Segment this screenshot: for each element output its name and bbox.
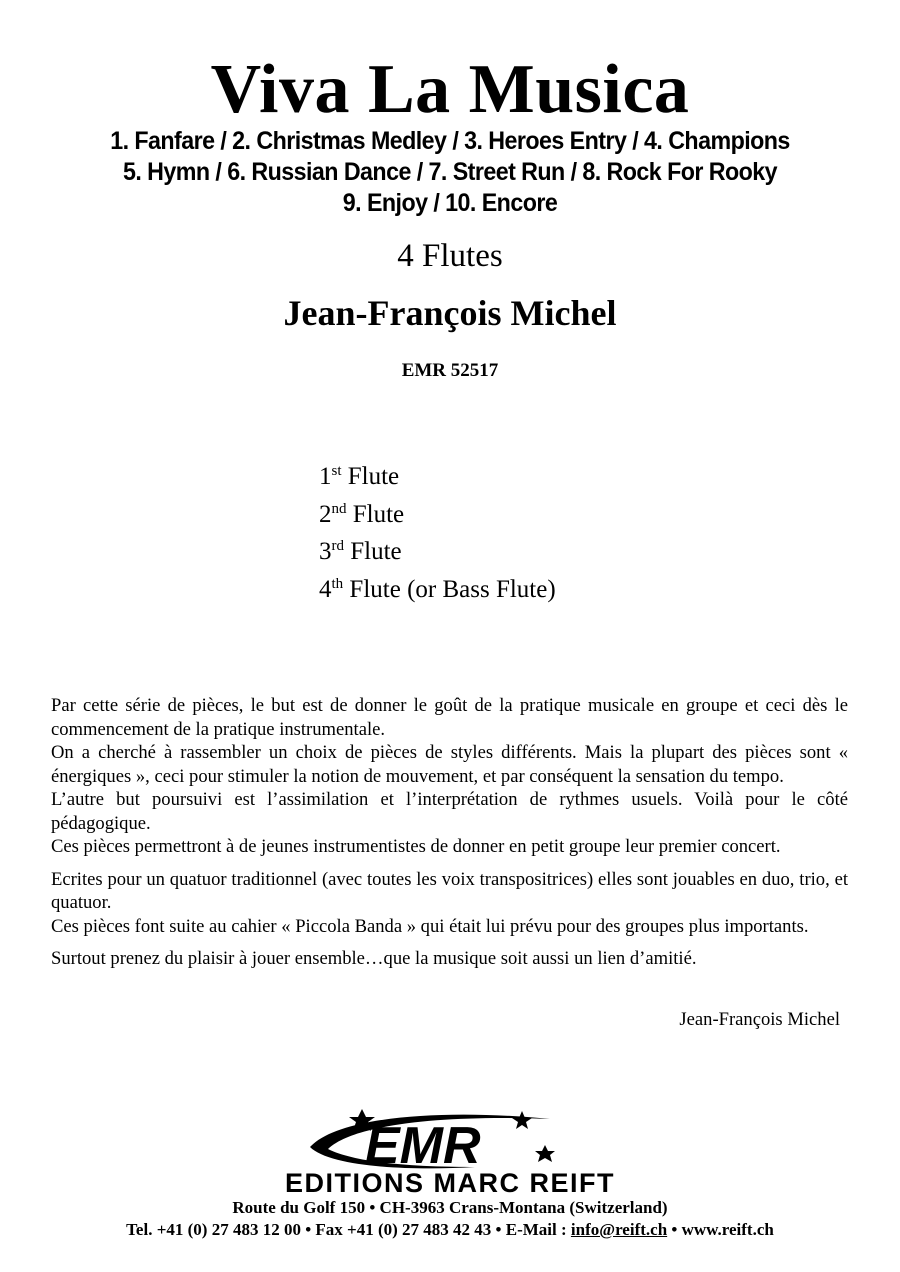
part-label: Flute (or Bass Flute) [349,575,556,603]
preface-paragraph: L’autre but poursuivi est l’assimilation et l’interprétation de rythmes usuels. Voilà pour le côté pédagogique. [51,789,848,834]
preface-paragraph: On a cherché à rassembler un choix de pièces de styles différents. Mais la plupart des pièces sont « énergiques », ceci pour stimuler la notion de mouvement, et par conséquent la sensation du tempo. [51,742,848,787]
part-ordinal-suffix: nd [331,500,347,517]
part-ordinal-suffix: rd [331,538,344,554]
part-label: Flute [347,463,400,490]
preface-paragraph: Par cette série de pièces, le but est de donner le goût de la pratique musicale en groupe et ceci dès le commencement de la pratique instrumentale. [51,695,848,740]
email-link[interactable]: info@reift.ch [570,1220,668,1239]
part-item [319,571,556,609]
publisher-contact [0,1219,900,1241]
part-label: Flute [352,500,405,528]
part-label: Flute [350,538,402,565]
part-item [319,496,556,534]
logo-star-right [512,1111,532,1129]
logo-star-small [535,1145,555,1162]
track-list-line-2: 5. Hymn / 6. Russian Dance / 7. Street Run / 8. Rock For Rooky [122,158,778,186]
contact-website: • www.reift.ch [667,1220,774,1239]
catalog-number: EMR 52517 [401,360,499,381]
preface-text [51,694,848,971]
part-number: 2 [319,500,332,528]
preface-paragraph: Ecrites pour un quatuor traditionnel (avec toutes les voix transpositrices) elles sont jouables en duo, trio, et quatuor. [51,868,848,913]
part-item [319,533,556,571]
part-number: 1 [319,463,332,490]
part-number: 4 [319,575,332,603]
composer-name: Jean-François Michel [283,293,617,333]
part-ordinal-suffix: th [331,575,344,592]
parts-list [319,458,556,608]
part-number: 3 [319,538,332,565]
preface-paragraph: Surtout prenez du plaisir à jouer ensemble…que la musique soit aussi un lien d’amitié. [51,948,697,969]
part-item [319,458,556,496]
publisher-name: EDITIONS MARC REIFT [285,1168,615,1198]
logo-text: EMR [365,1117,481,1175]
track-list-line-3: 9. Enjoy / 10. Encore [342,189,558,217]
instrumentation: 4 Flutes [397,238,503,274]
preface-paragraph: Ces pièces font suite au cahier « Piccola Banda » qui était lui prévu pour des groupes plus importants. [51,915,809,937]
contact-phone-fax: Tel. +41 (0) 27 483 12 00 • Fax +41 (0) 27 483 42 43 • E-Mail : [126,1220,571,1239]
publisher-address: Route du Golf 150 • CH-3963 Crans-Montana (Switzerland) [232,1198,668,1217]
preface-paragraph: Ces pièces permettront à de jeunes instrumentistes de donner en petit groupe leur premier concert. [51,836,781,857]
part-ordinal-suffix: st [331,463,342,479]
score-title: Viva La Musica [210,51,690,128]
track-list-line-1: 1. Fanfare / 2. Christmas Medley / 3. Heroes Entry / 4. Champions [110,127,790,155]
signature: Jean-François Michel [679,1009,840,1030]
